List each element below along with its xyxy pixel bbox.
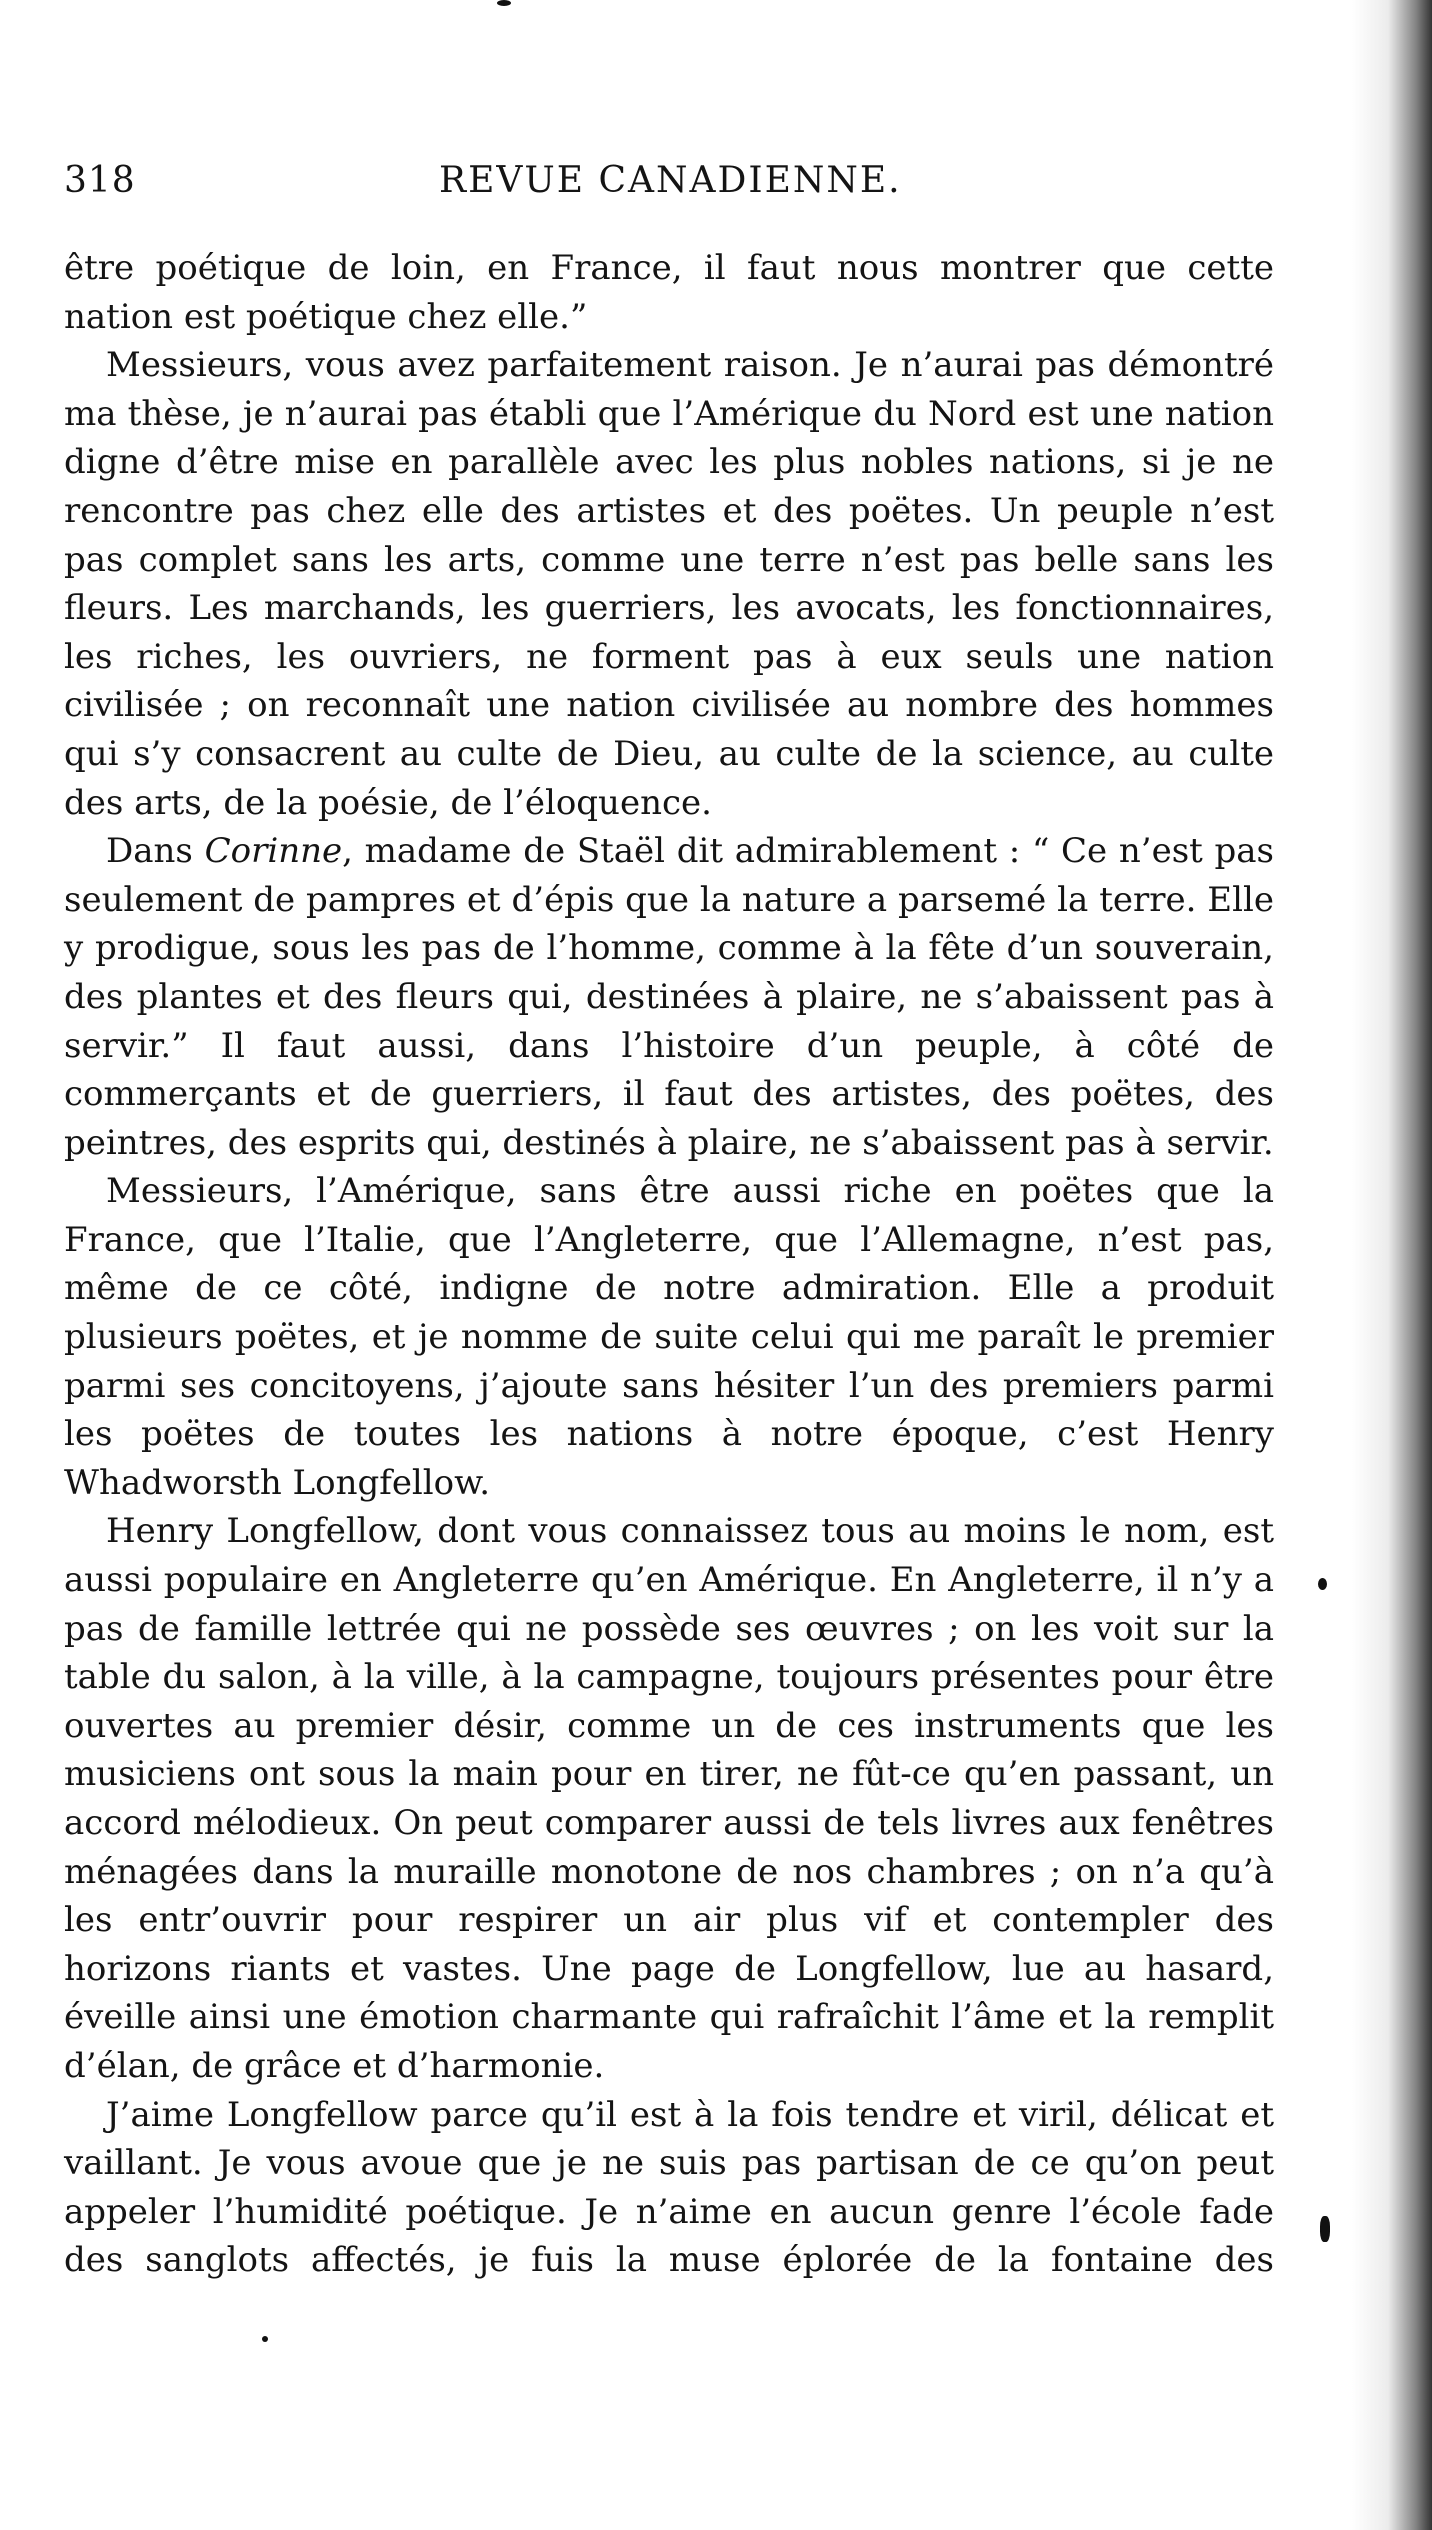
page-number: 318 (64, 160, 136, 201)
paragraph (64, 827, 1274, 1167)
paragraph-text: être poétique de loin, en France, il faut nous montrer que cette nation est poétique chez elle.” (64, 248, 1274, 337)
article-body (64, 244, 1274, 2285)
paragraph-text: Dans (106, 831, 205, 872)
paragraph-text: Messieurs, l’Amérique, sans être aussi riche en poëtes que la France, que l’Italie, que l’Angleterre, que l’Allemagne, n’est pas, même de ce côté, indigne de notre admiration. Elle a produit plusieurs poëtes, et je nomme de suite celui qui me paraît le premier parmi ses concitoyens, j’ajoute sans hésiter l’un des premiers parmi les poëtes de toutes les nations à notre époque, c’est Henry Whadworsth Longfellow. (64, 1171, 1274, 1503)
paragraph-text: Messieurs, vous avez parfaitement raison. Je n’aurai pas démontré ma thèse, je n’aurai pas établi que l’Amérique du Nord est une nation digne d’être mise en parallèle avec les plus nobles nations, si je ne rencontre pas chez elle des artistes et des poëtes. Un peuple n’est pas complet sans les arts, comme une terre n’est pas belle sans les fleurs. Les marchands, les guerriers, les avocats, les fonctionnaires, les riches, les ouvriers, ne forment pas à eux seuls une nation civilisée ; on reconnaît une nation civilisée au nombre des hommes qui s’y consacrent au culte de Dieu, au culte de la science, au culte des arts, de la poésie, de l’éloquence. (64, 345, 1274, 823)
page-header (64, 160, 1284, 210)
paragraph (64, 244, 1274, 341)
scan-speck-right-1 (1318, 1578, 1327, 1590)
scan-speck-bottom (262, 2336, 268, 2342)
scan-speck-top (497, 0, 511, 6)
paragraph (64, 341, 1274, 827)
running-title: REVUE CANADIENNE. (439, 160, 902, 201)
binding-gutter-shadow (1352, 0, 1432, 2530)
paragraph (64, 1507, 1274, 2090)
scan-speck-right-2 (1320, 2216, 1330, 2242)
paragraph-text: Henry Longfellow, dont vous connaissez tous au moins le nom, est aussi populaire en Angleterre qu’en Amérique. En Angleterre, il n’y a pas de famille lettrée qui ne possède ses œuvres ; on les voit sur la table du salon, à la ville, à la campagne, toujours présentes pour être ouvertes au premier désir, comme un de ces instruments que les musiciens ont sous la main pour en tirer, ne fût-ce qu’en passant, un accord mélodieux. On peut comparer aussi de tels livres aux fenêtres ménagées dans la muraille monotone de nos chambres ; on n’a qu’à les entr’ouvrir pour respirer un air plus vif et contempler des horizons riants et vastes. Une page de Longfellow, lue au hasard, éveille ainsi une émotion charmante qui rafraîchit l’âme et la remplit d’élan, de grâce et d’harmonie. (64, 1511, 1274, 2086)
paragraph (64, 1167, 1274, 1507)
paragraph (64, 2091, 1274, 2285)
book-title-italic: Corinne (204, 831, 343, 872)
paragraph-text: , madame de Staël dit admirablement : “ Ce n’est pas seulement de pampres et d’épis que la nature a parsemé la terre. Elle y prodigue, sous les pas de l’homme, comme à la fête d’un souverain, des plantes et des fleurs qui, destinées à plaire, ne s’abaissent pas à servir.” Il faut aussi, dans l’histoire d’un peuple, à côté de commerçants et de guerriers, il faut des artistes, des poëtes, des peintres, des esprits qui, destinés à plaire, ne s’abaissent pas à servir. (64, 831, 1274, 1163)
paragraph-text: J’aime Longfellow parce qu’il est à la fois tendre et viril, délicat et vaillant. Je vous avoue que je ne suis pas partisan de ce qu’on peut appeler l’humidité poétique. Je n’aime en aucun genre l’école fade des sanglots affectés, je fuis la muse éplorée de la fontaine des (64, 2094, 1274, 2281)
